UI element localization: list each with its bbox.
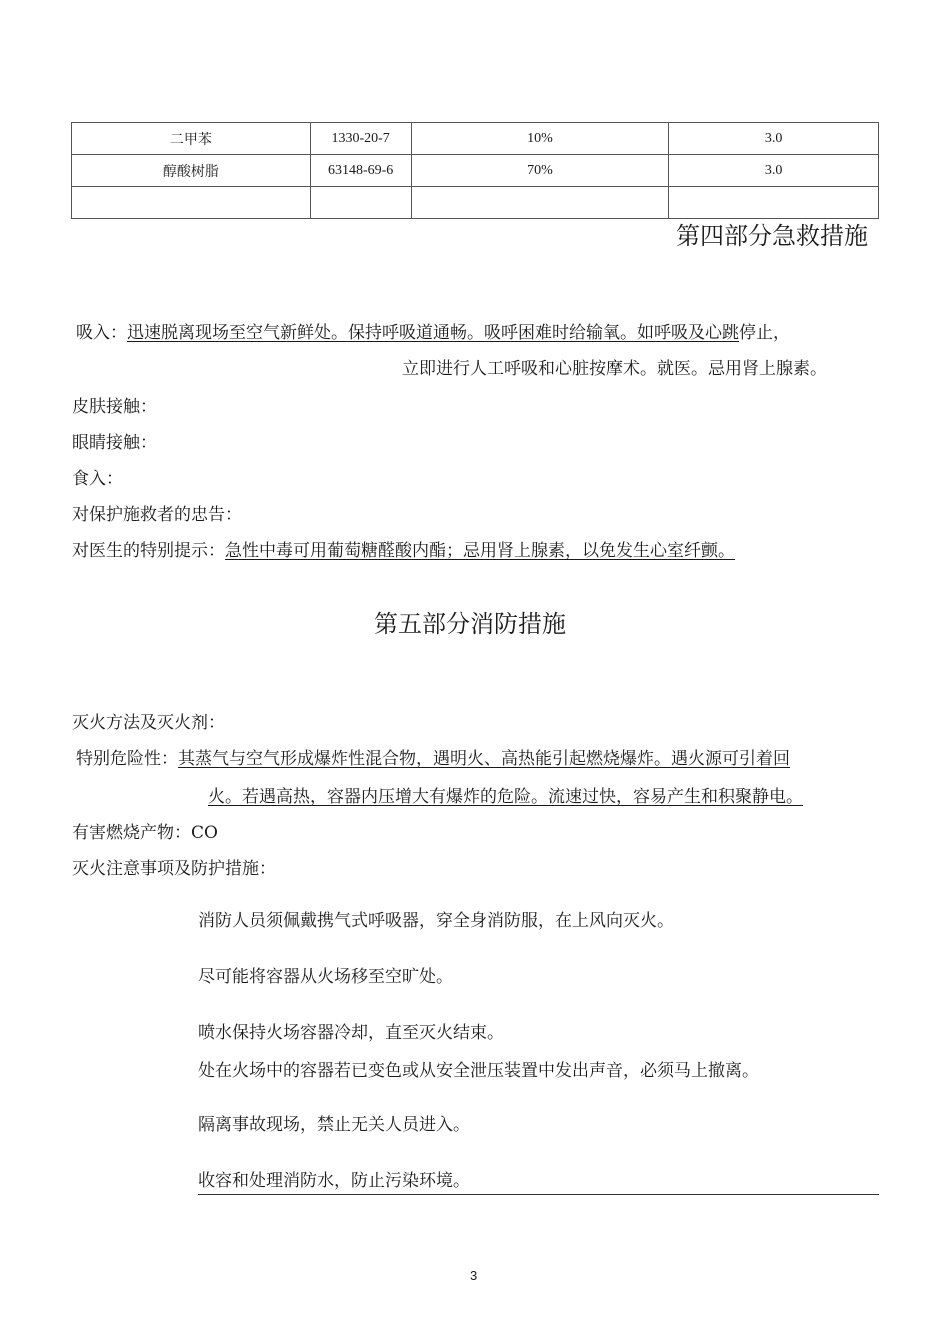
products-label: 有害燃烧产物： — [72, 823, 191, 843]
page-number: 3 — [470, 1268, 478, 1283]
table-cell: 70% — [411, 155, 669, 187]
method-label: 灭火方法及灭火剂： — [72, 713, 225, 733]
table-cell: 醇酸树脂 — [72, 155, 311, 187]
inhale-text: 迅速脱离现场至空气新鲜处。保持呼吸道通畅。吸呼困难时给输氧。如呼吸及心跳 — [127, 323, 739, 343]
list-item: 隔离事故现场，禁止无关人员进入。 — [198, 1115, 470, 1135]
list-item: 喷水保持火场容器冷却，直至灭火结束。 — [198, 1023, 504, 1043]
table-cell: 1330-20-7 — [310, 123, 411, 155]
list-item: 收容和处理消防水，防止污染环境。 — [198, 1171, 470, 1191]
rescuer-label: 对保护施救者的忠告： — [72, 505, 242, 525]
precautions-label: 灭火注意事项及防护措施： — [72, 859, 276, 879]
table-cell: 二甲苯 — [72, 123, 311, 155]
list-item: 处在火场中的容器若已变色或从安全泄压装置中发出声音，必须马上撤离。 — [198, 1061, 759, 1081]
list-item: 尽可能将容器从火场移至空旷处。 — [198, 967, 453, 987]
inhale-line — [76, 322, 790, 344]
table-row — [72, 187, 879, 219]
inhale-label: 吸入： — [76, 323, 127, 343]
doctor-label: 对医生的特别提示： — [72, 541, 225, 561]
hazard-label: 特别危险性： — [76, 749, 178, 769]
eye-label: 眼睛接触： — [72, 433, 157, 453]
table-cell — [72, 187, 311, 219]
doctor-text: 急性中毒可用葡萄糖醛酸内酯；忌用肾上腺素，以免发生心室纤颤。 — [225, 541, 735, 561]
inhale-rest: 停止， — [739, 323, 790, 343]
ingest-label: 食入： — [72, 469, 123, 489]
table-row — [72, 123, 879, 155]
products-line — [72, 822, 218, 844]
section4-title: 第四部分急救措施 — [676, 222, 868, 250]
hazard-line-2 — [208, 786, 803, 808]
inhale-line-2: 立即进行人工呼吸和心脏按摩术。就医。忌用肾上腺素。 — [402, 359, 827, 379]
table-cell: 3.0 — [669, 155, 879, 187]
table-row — [72, 155, 879, 187]
table-cell — [669, 187, 879, 219]
composition-table — [71, 122, 879, 219]
hazard-line — [76, 748, 790, 770]
list-item: 消防人员须佩戴携气式呼吸器，穿全身消防服，在上风向灭火。 — [198, 911, 674, 931]
table-cell: 10% — [411, 123, 669, 155]
section5-title: 第五部分消防措施 — [374, 610, 566, 638]
hazard-text: 其蒸气与空气形成爆炸性混合物，遇明火、高热能引起燃烧爆炸。遇火源可引着回 — [178, 749, 790, 769]
table-cell — [310, 187, 411, 219]
products-value: CO — [191, 823, 218, 843]
table-cell: 63148-69-6 — [310, 155, 411, 187]
table-cell: 3.0 — [669, 123, 879, 155]
doctor-line — [72, 540, 735, 562]
table-cell — [411, 187, 669, 219]
bottom-rule — [198, 1194, 879, 1195]
skin-label: 皮肤接触： — [72, 397, 157, 417]
hazard-text-2: 火。若遇高热，容器内压增大有爆炸的危险。流速过快，容易产生和积聚静电。 — [208, 787, 803, 807]
